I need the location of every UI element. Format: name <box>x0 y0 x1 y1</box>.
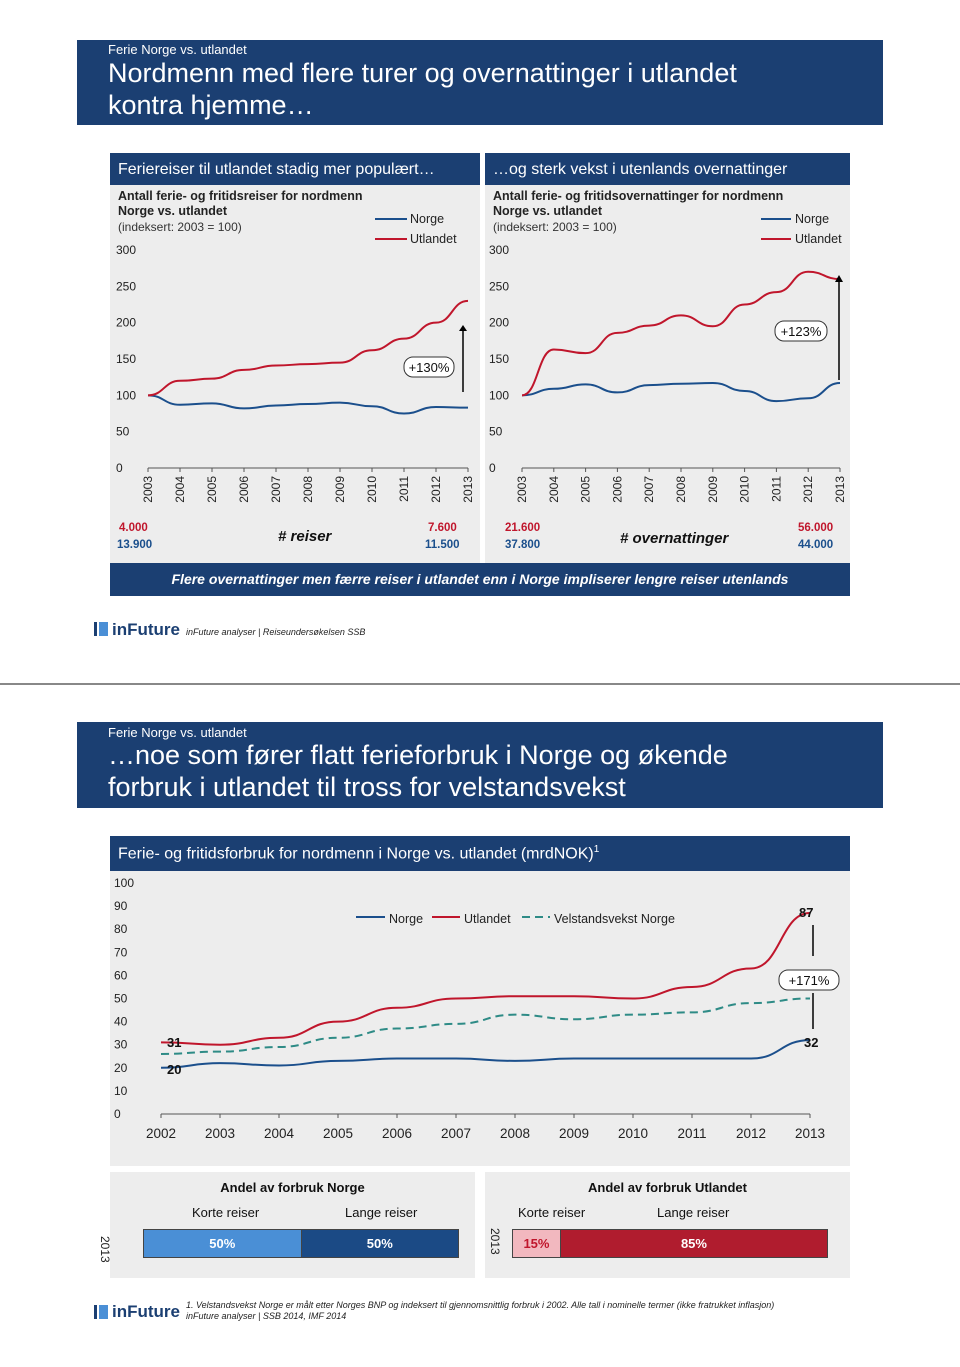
y-tick-label: 100 <box>489 388 510 403</box>
right-subtitle-2: Norge vs. utlandet <box>493 204 603 218</box>
y-tick-label: 200 <box>116 315 137 330</box>
right-subtitle-3: (indeksert: 2003 = 100) <box>493 220 617 234</box>
slide2-kicker: Ferie Norge vs. utlandet <box>108 725 247 740</box>
share-norge-year: 2013 <box>98 1236 112 1263</box>
chart-right <box>485 185 850 520</box>
x-tick-label: 2003 <box>515 476 529 503</box>
x-tick-label: 2013 <box>461 476 475 503</box>
y-tick-label: 30 <box>114 1037 128 1052</box>
left-n-norge-start: 13.900 <box>117 539 153 551</box>
left-panel-header: Feriereiser til utlandet stadig mer populært… <box>110 153 480 185</box>
x-tick-label: 2009 <box>705 476 720 503</box>
x-tick-label: 2012 <box>429 476 443 503</box>
x-tick-label: 2013 <box>794 1126 826 1141</box>
legend-utlandet-label: Utlandet <box>795 232 842 246</box>
share-utl-bar <box>512 1229 828 1258</box>
spend-panel-header-sup: 1 <box>593 844 600 855</box>
x-tick-label: 2005 <box>578 476 593 503</box>
share-utl-col2: Lange reiser <box>657 1205 730 1220</box>
x-tick-label: 2007 <box>642 476 657 503</box>
share-utl-title: Andel av forbruk Utlandet <box>588 1180 747 1195</box>
share-norge-v2: 50% <box>366 1236 393 1251</box>
y-tick-label: 100 <box>116 388 137 403</box>
share-utl-col1: Korte reiser <box>518 1205 586 1220</box>
share-utl-v1: 15% <box>523 1236 550 1251</box>
y-tick-label: 50 <box>489 424 503 439</box>
right-n-norge-start: 37.800 <box>505 539 541 551</box>
y-tick-label: 0 <box>116 461 123 475</box>
x-tick-label: 2004 <box>546 476 561 503</box>
spend-label-utl-start: 31 <box>167 1035 182 1050</box>
slide1-footer-text: Flere overnattinger men færre reiser i utlandet enn i Norge impliserer lengre reiser utenlands <box>171 571 789 587</box>
x-tick-label: 2005 <box>205 476 219 503</box>
y-tick-label: 50 <box>114 991 128 1006</box>
y-tick-label: 0 <box>489 461 496 475</box>
logo-mark-2 <box>94 1305 108 1319</box>
slide2-footnote: 1. Velstandsvekst Norge er målt etter Norges BNP og indeksert til gjennomsnittlig forbruk i 2002. Alle tall i nominelle termer (ikke fratrukket inflasjon) <box>186 1300 775 1310</box>
x-tick-label: 2003 <box>141 476 155 503</box>
x-tick-label: 2007 <box>269 476 283 503</box>
y-tick-label: 150 <box>116 352 137 366</box>
x-tick-label: 2008 <box>301 476 315 503</box>
slide2-source: inFuture analyser | SSB 2014, IMF 2014 <box>186 1311 347 1321</box>
x-tick-label: 2011 <box>397 476 411 502</box>
right-n-utl-start: 21.600 <box>505 522 541 534</box>
left-subtitle-1: Antall ferie- og fritidsreiser for nordmenn <box>118 189 363 203</box>
series-line-velstandsvekst-norge <box>161 999 810 1054</box>
slide2-title-line1: …noe som fører flatt ferieforbruk i Norge og økende <box>108 740 728 770</box>
legend-utlandet-label: Utlandet <box>410 232 457 246</box>
x-tick-label: 2004 <box>263 1126 295 1141</box>
spend-label-norge-end: 32 <box>804 1035 819 1050</box>
slide2-title-line2: forbruk i utlandet til tross for velstandsvekst <box>108 772 626 802</box>
legend-velstand-label: Velstandsvekst Norge <box>554 912 675 926</box>
y-tick-label: 0 <box>114 1107 121 1121</box>
chart-left <box>110 185 480 520</box>
right-subtitle-1: Antall ferie- og fritidsovernattinger for nordmenn <box>493 189 784 203</box>
left-subtitle-2: Norge vs. utlandet <box>118 204 228 218</box>
x-tick-label: 2006 <box>610 476 625 503</box>
slide1-source: inFuture analyser | Reiseundersøkelsen SSB <box>186 627 366 637</box>
left-subtitle-3: (indeksert: 2003 = 100) <box>118 220 242 234</box>
series-line-norge <box>161 1040 810 1068</box>
y-tick-label: 90 <box>114 899 128 914</box>
right-bottom-label: # overnattinger <box>620 530 729 547</box>
y-tick-label: 100 <box>114 876 135 890</box>
x-tick-label: 2008 <box>674 476 688 503</box>
x-tick-label: 2007 <box>440 1126 472 1141</box>
legend-utlandet-label: Utlandet <box>464 912 511 926</box>
y-tick-label: 250 <box>489 279 510 294</box>
y-tick-label: 60 <box>114 968 128 983</box>
series-line-norge <box>522 383 840 401</box>
x-tick-label: 2004 <box>173 476 187 503</box>
y-tick-label: 300 <box>489 243 510 257</box>
spend-label-norge-start: 20 <box>167 1062 182 1077</box>
logo-mark <box>94 622 108 636</box>
left-n-utl-start: 4.000 <box>119 522 148 534</box>
share-norge-col2: Lange reiser <box>345 1205 418 1220</box>
y-tick-label: 50 <box>116 424 130 439</box>
y-tick-label: 300 <box>116 243 137 257</box>
left-n-utl-end: 7.600 <box>428 522 457 534</box>
left-n-norge-end: 11.500 <box>425 539 460 551</box>
left-callout-arrowhead <box>459 325 467 331</box>
share-norge-col1: Korte reiser <box>192 1205 260 1220</box>
series-line-norge <box>148 395 468 413</box>
share-norge-seg-short <box>144 1230 302 1257</box>
x-tick-label: 2011 <box>677 1126 707 1141</box>
series-line-utlandet <box>161 913 810 1045</box>
x-tick-label: 2010 <box>737 476 752 503</box>
slide1-footer-banner <box>110 563 850 596</box>
left-bottom-label: # reiser <box>278 528 332 545</box>
y-tick-label: 250 <box>116 279 137 294</box>
right-legend <box>761 212 842 246</box>
y-tick-label: 40 <box>114 1014 128 1029</box>
share-utl-year: 2013 <box>488 1228 502 1255</box>
left-legend <box>375 212 457 246</box>
legend-norge-label: Norge <box>795 212 830 226</box>
right-n-utl-end: 56.000 <box>798 522 834 534</box>
y-tick-label: 80 <box>114 922 128 937</box>
left-callout-text: +130% <box>408 360 450 375</box>
logo-text: inFuture <box>112 620 180 639</box>
y-tick-label: 20 <box>114 1060 128 1075</box>
share-utl-seg-long <box>561 1230 827 1257</box>
slide1-title-line2: kontra hjemme… <box>108 90 314 120</box>
spend-panel-header <box>110 836 850 871</box>
share-norge-seg-long <box>302 1230 459 1257</box>
spend-legend <box>356 912 675 926</box>
x-tick-label: 2010 <box>617 1126 649 1141</box>
slide1-title-line1: Nordmenn med flere turer og overnattinger i utlandet <box>108 58 737 88</box>
spend-label-utl-end: 87 <box>799 905 814 920</box>
y-tick-label: 70 <box>114 945 128 960</box>
share-norge-title: Andel av forbruk Norge <box>220 1180 365 1195</box>
logo-text-2: inFuture <box>112 1302 180 1321</box>
x-tick-label: 2006 <box>381 1126 413 1141</box>
x-tick-label: 2005 <box>322 1126 354 1141</box>
x-tick-label: 2012 <box>735 1126 767 1141</box>
x-tick-label: 2003 <box>204 1126 236 1141</box>
x-tick-label: 2010 <box>365 476 379 503</box>
x-tick-label: 2009 <box>333 476 347 503</box>
right-callout-text: +123% <box>780 324 822 339</box>
series-line-utlandet <box>148 301 468 395</box>
slide-divider <box>0 683 960 685</box>
legend-norge-label: Norge <box>389 912 424 926</box>
y-tick-label: 10 <box>114 1083 128 1098</box>
share-utl-v2: 85% <box>680 1236 707 1251</box>
legend-norge-label: Norge <box>410 212 445 226</box>
slide2-title-banner <box>77 722 883 808</box>
slide1-title-banner <box>77 40 883 125</box>
share-norge-v1: 50% <box>209 1236 236 1251</box>
chart-spend <box>110 871 850 1166</box>
share-utl-seg-short <box>513 1230 561 1257</box>
x-tick-label: 2006 <box>237 476 251 503</box>
x-tick-label: 2002 <box>145 1126 177 1141</box>
y-tick-label: 150 <box>489 352 510 366</box>
x-tick-label: 2013 <box>833 476 847 503</box>
right-n-norge-end: 44.000 <box>798 539 834 551</box>
spend-callout-text: +171% <box>788 973 830 988</box>
slide1-kicker: Ferie Norge vs. utlandet <box>108 42 247 57</box>
x-tick-label: 2009 <box>558 1126 590 1141</box>
y-tick-label: 200 <box>489 315 510 330</box>
spend-panel-header-text: Ferie- og fritidsforbruk for nordmenn i Norge vs. utlandet (mrdNOK) <box>118 845 594 863</box>
x-tick-label: 2012 <box>801 476 816 503</box>
right-panel-header: …og sterk vekst i utenlands overnattinger <box>485 153 850 185</box>
share-norge-bar <box>143 1229 459 1258</box>
x-tick-label: 2011 <box>769 476 784 502</box>
x-tick-label: 2008 <box>499 1126 531 1141</box>
